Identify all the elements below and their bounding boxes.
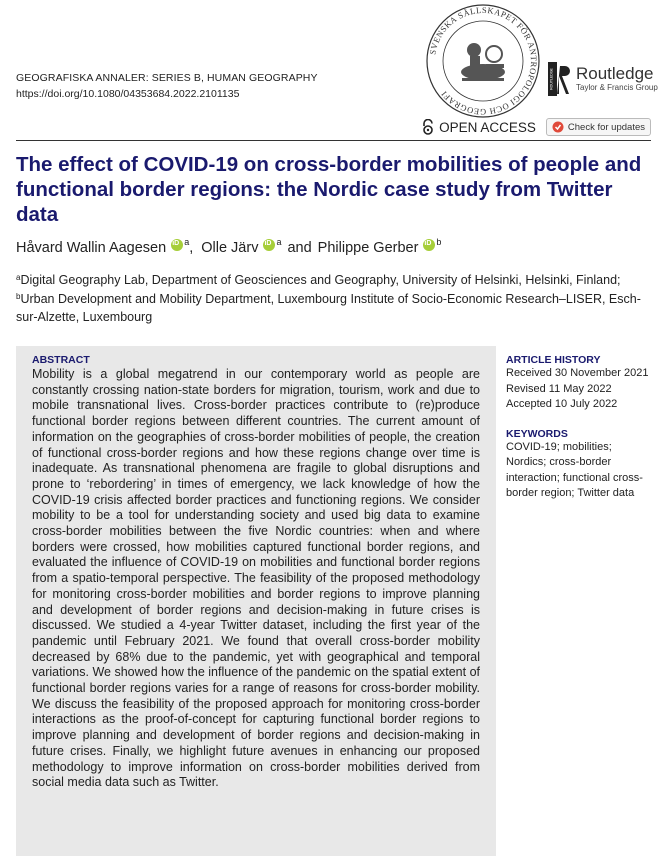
header-divider bbox=[16, 140, 651, 141]
history-accepted: Accepted 10 July 2022 bbox=[506, 398, 618, 410]
author-affiliation-marker: a bbox=[276, 237, 282, 247]
author-separator: and bbox=[287, 240, 312, 256]
orcid-icon[interactable] bbox=[263, 239, 275, 251]
history-received: Received 30 November 2021 bbox=[506, 367, 649, 379]
affiliation-marker: b bbox=[16, 291, 21, 301]
orcid-icon[interactable] bbox=[171, 239, 183, 251]
affiliation-a bbox=[16, 272, 646, 291]
publisher-logo bbox=[548, 62, 658, 96]
history-revised: Revised 11 May 2022 bbox=[506, 382, 612, 395]
svg-text:ROUTLEDGE: ROUTLEDGE bbox=[549, 68, 554, 90]
society-seal-logo bbox=[424, 2, 542, 120]
keywords-text: COVID-19; mobilities; Nordics; cross-border interaction; functional cross-border region; Twitter data bbox=[506, 440, 643, 499]
doi-link[interactable]: https://doi.org/10.1080/04353684.2022.2101135 bbox=[16, 88, 240, 100]
history-heading: ARTICLE HISTORY bbox=[506, 354, 601, 366]
publisher-subtitle: Taylor & Francis Group bbox=[576, 83, 658, 92]
author-list bbox=[16, 237, 442, 256]
author-affiliation-marker: a bbox=[184, 237, 190, 247]
routledge-mark-icon bbox=[548, 62, 570, 96]
author-name[interactable]: Håvard Wallin Aagesen bbox=[16, 240, 167, 256]
affiliation-b bbox=[16, 291, 646, 326]
orcid-icon[interactable] bbox=[423, 239, 435, 251]
affiliation-text: Digital Geography Lab, Department of Geosciences and Geography, University of Helsinki, Helsinki, Finland; bbox=[20, 273, 621, 287]
check-updates-icon bbox=[552, 121, 564, 133]
affiliation-marker: a bbox=[16, 273, 21, 282]
keywords-heading: KEYWORDS bbox=[506, 427, 568, 440]
affiliation-text: Urban Development and Mobility Department, Luxembourg Institute of Socio-Economic Research–LISER, Esch-sur-Alzette, Luxembourg bbox=[16, 291, 641, 324]
author-separator: , bbox=[189, 240, 194, 256]
affiliations bbox=[16, 272, 646, 326]
open-access-badge bbox=[421, 119, 536, 135]
check-updates-label: Check for updates bbox=[567, 121, 645, 133]
author-name[interactable]: Olle Järv bbox=[201, 240, 259, 256]
abstract-text: Mobility is a global megatrend in our contemporary world as people are constantly crossing nation-state borders for migration, tourism, work and due to mobile transnational lives. Cross-border practices contribute to (re)produce functional border regions between different countries. The current amount of information on the geographies of cross-border mobilities of people, the creation of functional cross-border regions and how these regions change over time is inadequate. As transnational phenomena are fragile to global disruptions and prone to ‘rebordering’ in times of emergency, we lack knowledge of how the COVID-19 crisis affected border practices and functioning regions. We consider mobility to be a tool for understanding society and used big data to examine cross-border mobilities between the five Nordic countries: when and where borders were crossed, how mobilities captured functional border regions, and evaluated the influence of COVID-19 on mobilities and functional border regions from a spatio-temporal perspective. The feasibility of the proposed methodology for monitoring cross-border mobilities and border regions to improve planning and development of border regions and decision-making in future crises is discussed. We studied a 4-year Twitter dataset, including the first year of the pandemic until February 2021. We found that overall cross-border mobility decreased by 68% due to the pandemic, yet with geographical and temporal variations. We showed how the influence of the pandemic on the spatial extent of functional border regions varies for a range of reasons for cross-border mobility. We discuss the feasibility of the proposed approach for monitoring cross-border interactions as the proof-of-concept for capturing functional border regions to improve planning and development of border regions and decision-making in future crises. Finally, we highlight future avenues in enhancing our proposed methodology to improve information on cross-border mobilities derived from social media data such as Twitter. bbox=[32, 367, 480, 790]
abstract-heading: ABSTRACT bbox=[32, 354, 90, 366]
author-affiliation-marker: b bbox=[436, 237, 442, 247]
article-sidebar bbox=[506, 354, 654, 502]
journal-name: GEOGRAFISKA ANNALER: SERIES B, HUMAN GEOGRAPHY bbox=[16, 72, 318, 84]
abstract-box bbox=[16, 346, 496, 856]
seal-text: SVENSKA SÄLLSKAPET FÖR ANTROPOLOGI OCH GEOGRAFI bbox=[427, 4, 540, 118]
access-row bbox=[421, 118, 651, 136]
open-access-label: OPEN ACCESS bbox=[439, 119, 536, 135]
publisher-name: Routledge bbox=[576, 64, 654, 83]
article-title: The effect of COVID-19 on cross-border mobilities of people and functional border regions: the Nordic case study from Twitter data bbox=[16, 153, 642, 226]
check-updates-button[interactable] bbox=[546, 118, 651, 136]
author-name[interactable]: Philippe Gerber bbox=[317, 240, 419, 256]
open-lock-icon bbox=[421, 119, 435, 135]
